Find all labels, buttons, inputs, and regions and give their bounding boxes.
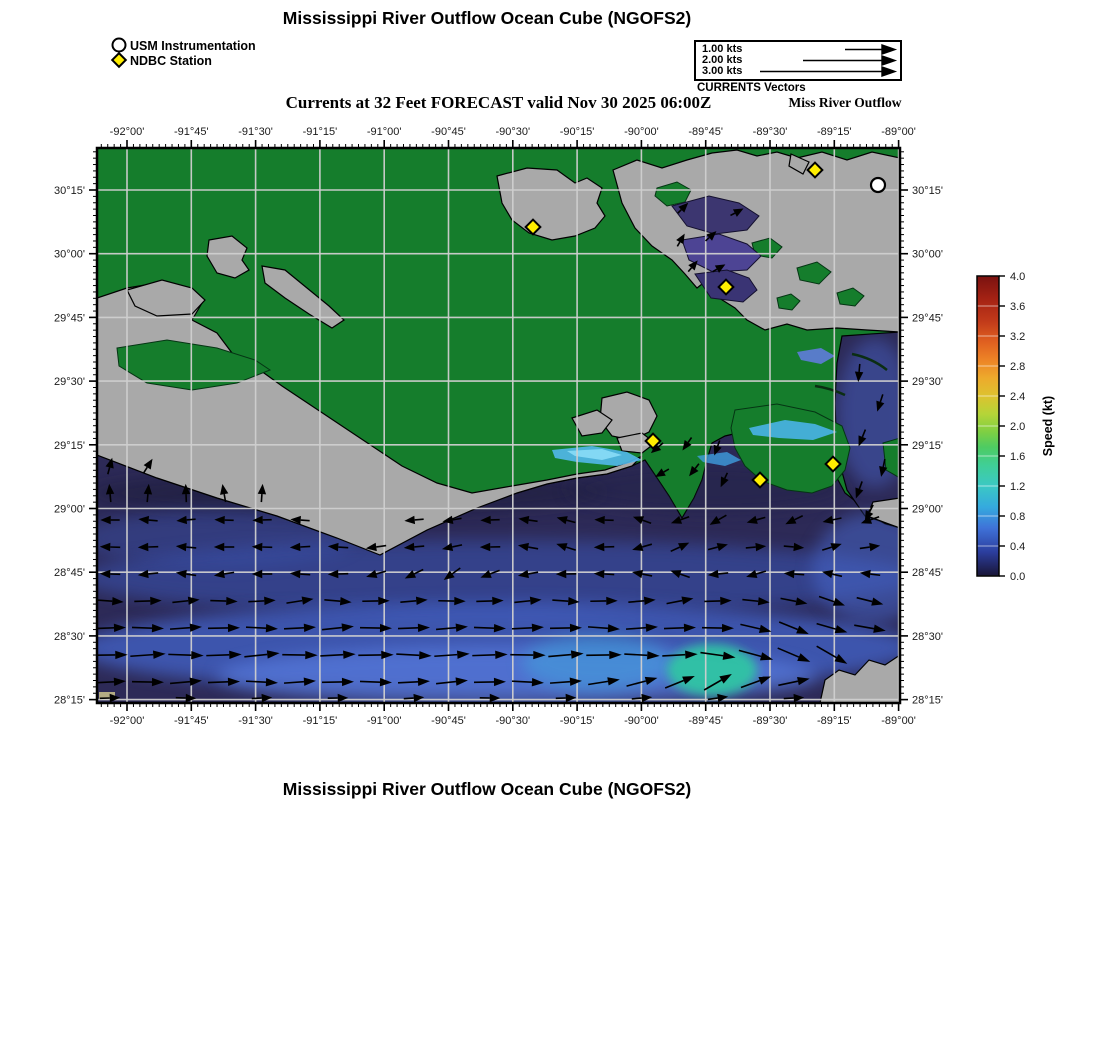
lon-tick-label: -91°00' <box>366 126 402 138</box>
colorbar-tick-label: 1.2 <box>1010 481 1026 493</box>
lon-tick-label: -91°45' <box>173 715 209 727</box>
lon-tick-label: -90°15' <box>559 715 595 727</box>
lat-tick-label: 28°15' <box>912 694 943 707</box>
colorbar-ticks <box>999 271 1025 583</box>
colorbar <box>977 271 1025 583</box>
usm-station-marker <box>871 178 885 192</box>
usm-legend-label: USM Instrumentation <box>130 39 256 53</box>
lat-tick-label: 28°30' <box>54 630 85 643</box>
lon-tick-label: -90°30' <box>495 126 531 138</box>
colorbar-tick-label: 4.0 <box>1010 271 1026 283</box>
lat-tick-label: 28°45' <box>54 567 85 580</box>
lat-tick-label: 29°00' <box>54 503 85 516</box>
lat-tick-label: 30°15' <box>54 185 85 197</box>
lon-tick-label: -91°30' <box>238 715 273 727</box>
lon-tick-label: -92°00' <box>109 126 145 138</box>
map-body <box>77 148 932 706</box>
lat-tick-label: 29°30' <box>912 376 943 389</box>
vector-scale-2kt: 2.00 kts <box>702 54 743 66</box>
lon-tick-label: -90°45' <box>431 715 466 727</box>
lon-tick-label: -89°00' <box>881 715 916 727</box>
page-title: Mississippi River Outflow Ocean Cube (NGOFS2) <box>282 8 692 28</box>
vector-legend-caption: CURRENTS Vectors <box>697 82 806 94</box>
colorbar-tick-label: 3.2 <box>1010 331 1026 343</box>
lon-tick-label: -89°00' <box>881 126 916 138</box>
lon-tick-label: -91°00' <box>366 715 402 727</box>
lon-tick-label: -89°15' <box>816 126 852 138</box>
lat-tick-label: 28°30' <box>912 630 943 643</box>
colorbar-tick-label: 2.8 <box>1010 361 1026 373</box>
lon-tick-label: -89°45' <box>688 715 724 727</box>
lon-tick-label: -91°45' <box>173 126 209 138</box>
colorbar-tick-label: 0.4 <box>1010 541 1026 553</box>
lat-tick-label: 29°00' <box>912 503 943 516</box>
vector-scale-1kt: 1.00 kts <box>702 43 743 55</box>
lon-tick-label: -91°30' <box>238 126 273 138</box>
lat-tick-label: 30°00' <box>912 248 943 261</box>
colorbar-axis-label: Speed (kt) <box>1041 395 1055 457</box>
lat-tick-label: 29°15' <box>912 439 943 452</box>
lon-tick-label: -89°30' <box>752 126 788 138</box>
lat-tick-label: 29°45' <box>54 312 85 325</box>
lat-tick-label: 29°45' <box>912 312 943 325</box>
lon-tick-label: -90°30' <box>495 715 531 727</box>
lon-tick-label: -90°45' <box>431 126 466 138</box>
colorbar-tick-label: 0.0 <box>1010 571 1026 583</box>
lon-tick-label: -90°00' <box>624 715 659 727</box>
lat-tick-label: 30°15' <box>912 185 943 197</box>
lat-tick-label: 29°30' <box>54 376 85 389</box>
lat-tick-label: 29°15' <box>54 439 85 452</box>
colorbar-tick-label: 3.6 <box>1010 301 1026 313</box>
bottom-title: Mississippi River Outflow Ocean Cube (NGOFS2) <box>282 779 692 799</box>
colorbar-tick-label: 2.0 <box>1010 421 1026 433</box>
lon-tick-label: -90°00' <box>624 126 659 138</box>
ndbc-legend-label: NDBC Station <box>130 54 212 68</box>
lat-tick-label: 30°00' <box>54 248 85 261</box>
lon-tick-label: -92°00' <box>109 715 145 727</box>
lon-tick-label: -89°15' <box>816 715 852 727</box>
vector-scale-3kt: 3.00 kts <box>702 65 743 77</box>
region-annotation: Miss River Outflow <box>788 95 902 110</box>
lon-tick-label: -89°45' <box>688 126 724 138</box>
lat-tick-label: 28°15' <box>54 694 85 707</box>
colorbar-tick-label: 1.6 <box>1010 451 1026 463</box>
lon-tick-label: -90°15' <box>559 126 595 138</box>
colorbar-tick-label: 2.4 <box>1010 391 1026 403</box>
lon-tick-label: -91°15' <box>302 715 338 727</box>
lon-tick-label: -91°15' <box>302 126 338 138</box>
lon-tick-label: -89°30' <box>752 715 788 727</box>
forecast-subtitle: Currents at 32 Feet FORECAST valid Nov 30 2025 06:00Z <box>285 93 712 112</box>
lat-tick-label: 28°45' <box>912 567 943 580</box>
colorbar-tick-label: 0.8 <box>1010 511 1026 523</box>
